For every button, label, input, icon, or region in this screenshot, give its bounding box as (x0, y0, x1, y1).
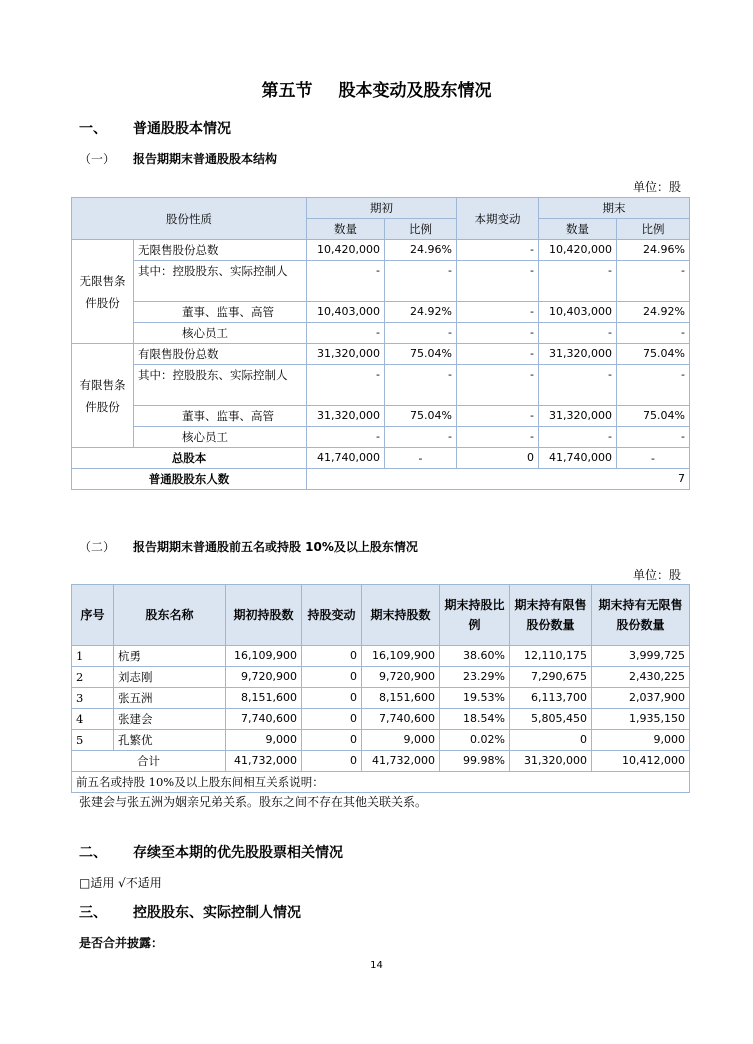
header-begin-ratio: 比例 (385, 219, 457, 240)
subheading-structure: （一） 报告期期末普通股股本结构 (79, 152, 278, 166)
header-name: 股东名称 (114, 585, 226, 646)
heading-controlling-shareholder: 三、 控股股东、实际控制人情况 (79, 905, 301, 921)
header-end-ratio: 比例 (617, 219, 690, 240)
header-begin: 期初 (307, 198, 457, 219)
header-change: 本期变动 (457, 198, 539, 240)
header-restricted: 期末持有限售股份数量 (510, 585, 592, 646)
header-no: 序号 (72, 585, 114, 646)
header-holding-change: 持股变动 (302, 585, 362, 646)
row-label: 董事、监事、高管 (134, 302, 307, 323)
total-shares-label: 总股本 (72, 448, 307, 469)
top-holders-table (71, 584, 690, 793)
row-label: 有限售股份总数 (134, 344, 307, 365)
heading-preferred-stock: 二、 存续至本期的优先股股票相关情况 (79, 845, 343, 861)
group-unrestricted: 无限售条件股份 (72, 240, 134, 344)
title-part2: 股本变动及股东情况 (338, 81, 492, 101)
holders-count-label: 普通股股东人数 (72, 469, 307, 490)
table-row: 2 刘志刚 9,720,900 0 9,720,900 23.29% 7,290,675 2,430,225 (72, 667, 690, 688)
row-label: 核心员工 (134, 427, 307, 448)
merge-disclosure-label: 是否合并披露： (79, 936, 164, 950)
title-part1: 第五节 (261, 81, 313, 101)
header-end: 期末 (539, 198, 690, 219)
header-nature: 股份性质 (72, 198, 307, 240)
relation-text: 张建会与张五洲为姻亲兄弟关系。股东之间不存在其他关联关系。 (79, 795, 428, 809)
total-row: 合计 41,732,000 0 41,732,000 99.98% 31,320,000 10,412,000 (72, 751, 690, 772)
header-end-ratio: 期末持股比例 (440, 585, 510, 646)
header-unrestricted: 期末持有无限售股份数量 (592, 585, 690, 646)
subheading-top-holders: （二） 报告期期末普通股前五名或持股 10%及以上股东情况 (79, 540, 418, 554)
row-label: 其中：控股股东、实际控制人 (134, 365, 307, 406)
table-row: 5 孔繁优 9,000 0 9,000 0.02% 0 9,000 (72, 730, 690, 751)
row-label: 无限售股份总数 (134, 240, 307, 261)
applicable-option: □适用 √不适用 (79, 876, 162, 890)
share-structure-table: 股份性质 期初 本期变动 期末 数量 比例 数量 比例 无限售条件股份 无限售股份总数 10,420,000 24.96% - 10,420,000 24.96% 其中：控股股东、实际控制人 - - - - - 董事、监事、高管 10,403,000 24.92% - 10,403,000 24.92% 核心员工 - - - - - 有限售条件股份 有限售股份总数 31,320,000 75.04% - 31,320,000 75.04% 其中：控股股东、实际控制人 - - - - - 董事、监事、高管 31,320,000 75.04% - 31,320,000 75.04% 核心员工 - - - - - 总股本 41,740,000 - 0 41,740,000 - 普通股股东人数 7 (71, 197, 690, 490)
row-label: 核心员工 (134, 323, 307, 344)
group-restricted: 有限售条件股份 (72, 344, 134, 448)
table-row: 4 张建会 7,740,600 0 7,740,600 18.54% 5,805,450 1,935,150 (72, 709, 690, 730)
row-label: 其中：控股股东、实际控制人 (134, 261, 307, 302)
row-label: 董事、监事、高管 (134, 406, 307, 427)
page-number: 14 (370, 960, 383, 971)
unit-label-1: 单位：股 (632, 180, 681, 194)
relation-note-label: 前五名或持股 10%及以上股东间相互关系说明： (72, 772, 690, 793)
header-end-qty: 数量 (539, 219, 617, 240)
section-title (0, 76, 753, 101)
header-end-holding: 期末持股数 (362, 585, 440, 646)
table-row: 1 杭勇 16,109,900 0 16,109,900 38.60% 12,110,175 3,999,725 (72, 646, 690, 667)
header-begin-qty: 数量 (307, 219, 385, 240)
header-begin-holding: 期初持股数 (226, 585, 302, 646)
holders-count-value: 7 (307, 469, 690, 490)
heading-common-stock: 一、 普通股股本情况 (79, 121, 231, 137)
unit-label-2: 单位：股 (632, 568, 681, 582)
table-row: 3 张五洲 8,151,600 0 8,151,600 19.53% 6,113,700 2,037,900 (72, 688, 690, 709)
